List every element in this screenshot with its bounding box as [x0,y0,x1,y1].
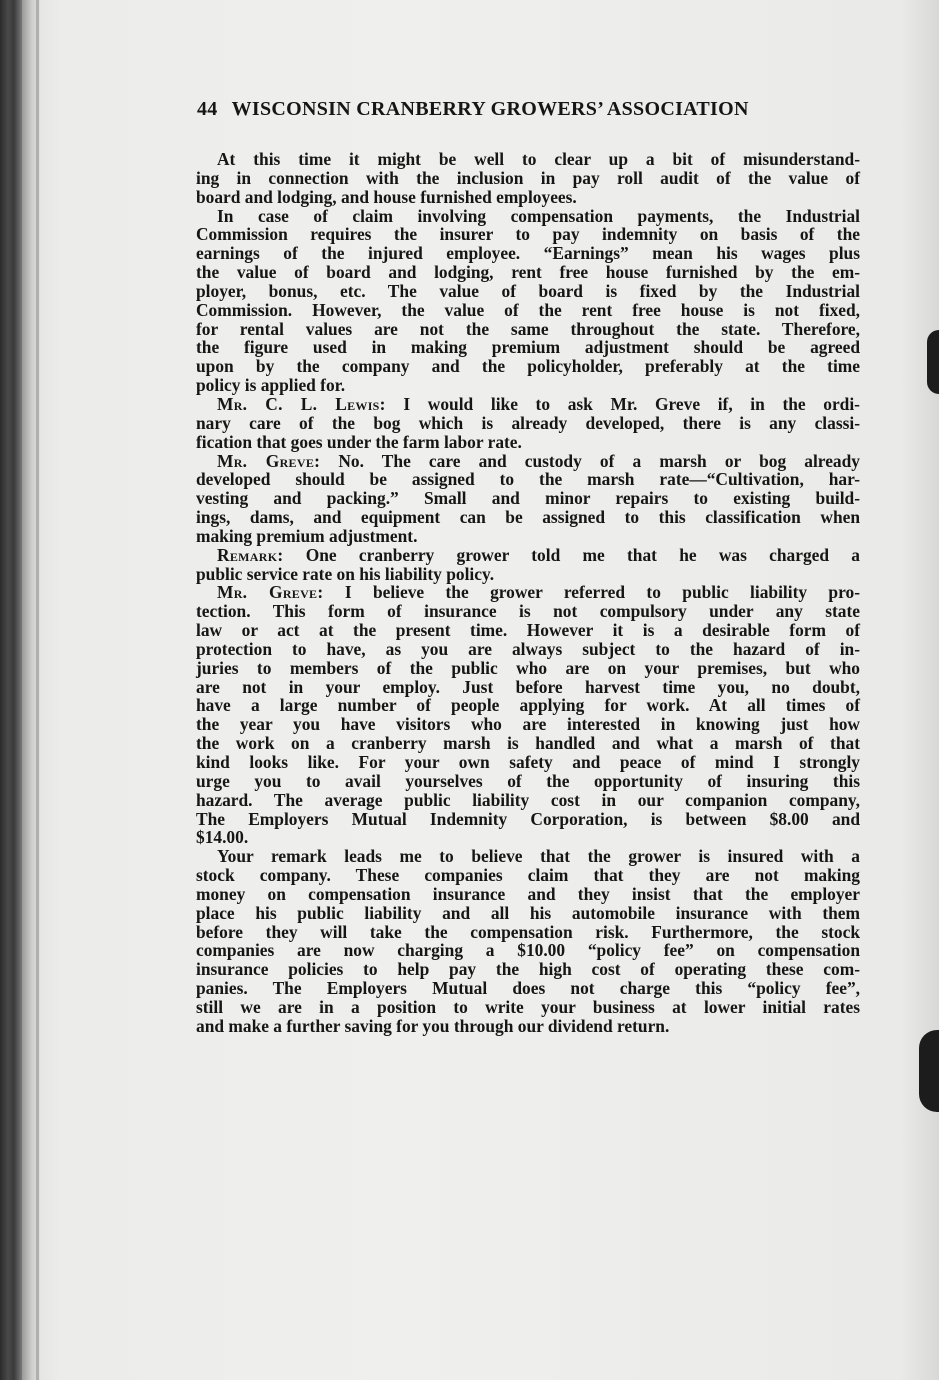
line-text: developed should be assigned to the marsh rate—“Cultivation, har- [196,469,860,490]
speaker-label: Mr. Greve: [217,450,321,471]
paragraph [196,452,860,546]
text-line [196,847,860,866]
text-line [196,772,860,791]
text-line [196,640,860,659]
line-text: ings, dams, and equipment can be assigned to this classification when [196,507,860,528]
paragraph [196,395,860,452]
paragraph [196,847,860,1035]
text-line [196,546,860,565]
line-text: and make a further saving for you through our dividend return. [196,1015,670,1036]
text-line [196,734,860,753]
line-text: are not in your employ. Just before harvest time you, no doubt, [196,676,860,697]
line-text: board and lodging, and house furnished employees. [196,186,577,207]
line-text: Commission requires the insurer to pay indemnity on basis of the [196,224,860,245]
text-line [196,357,860,376]
line-text: nary care of the bog which is already developed, there is any classi- [196,412,860,433]
text-line [196,320,860,339]
speaker-label: Remark: [217,544,284,565]
text-line [196,207,860,226]
line-text: I would like to ask Mr. Greve if, in the ordi- [403,393,860,414]
text-line [196,923,860,942]
line-text: insurance policies to help pay the high cost of operating these com- [196,959,860,980]
line-text: for rental values are not the same throughout the state. Therefore, [196,318,860,339]
text-line [196,263,860,282]
text-line [196,583,860,602]
line-text: still we are in a position to write your business at lower initial rates [196,996,860,1017]
text-line [196,452,860,471]
line-text: ployer, bonus, etc. The value of board is fixed by the Industrial [196,280,860,301]
text-line [196,433,860,452]
line-text: In case of claim involving compensation payments, the Industrial [217,205,860,226]
text-line [196,828,860,847]
text-line [196,753,860,772]
running-title: WISCONSIN CRANBERRY GROWERS’ ASSOCIATION [231,98,749,120]
text-line [196,715,860,734]
line-text: the year you have visitors who are interested in knowing just how [196,714,860,735]
line-text: Commission. However, the value of the rent free house is not fixed, [196,299,860,320]
line-text: have a large number of people applying for work. At all times of [196,695,860,716]
text-line [196,904,860,923]
speaker-label: Mr. C. L. Lewis: [217,393,386,414]
line-text: policy is applied for. [196,375,346,396]
line-text: panies. The Employers Mutual does not charge this “policy fee”, [196,978,860,999]
line-text: earnings of the injured employee. “Earnings” mean his wages plus [196,243,860,264]
text-line [196,810,860,829]
text-line [196,282,860,301]
text-line [196,225,860,244]
text-line [196,527,860,546]
paragraph [196,207,860,395]
page-edge-line [36,0,39,1380]
line-text: upon by the company and the policyholder, preferably at the time [196,356,860,377]
line-text: public service rate on his liability policy. [196,563,495,584]
article-body [196,150,860,1036]
text-line [196,678,860,697]
text-line [196,659,860,678]
book-binding-shadow [0,0,22,1380]
paragraph [196,150,860,207]
text-line [196,470,860,489]
text-line [196,565,860,584]
line-text: the value of board and lodging, rent free house furnished by the em- [196,262,860,283]
line-text: hazard. The average public liability cost in our companion company, [196,789,860,810]
line-text: before they will take the compensation risk. Furthermore, the stock [196,921,860,942]
text-line [196,885,860,904]
page-number: 44 [197,98,218,120]
text-line [196,376,860,395]
paragraph [196,546,860,584]
line-text: place his public liability and all his automobile insurance with them [196,902,860,923]
line-text: protection to have, as you are always subject to the hazard of in- [196,638,860,659]
text-line [196,301,860,320]
text-line [196,169,860,188]
text-line [196,696,860,715]
text-line [196,998,860,1017]
text-line [196,1017,860,1036]
line-text: kind looks like. For your own safety and peace of mind I strongly [196,752,860,772]
text-line [196,188,860,207]
line-text: making premium adjustment. [196,525,418,546]
text-line [196,791,860,810]
line-text: juries to members of the public who are on your premises, but who [196,657,860,678]
line-text: companies are now charging a $10.00 “policy fee” on compensation [196,940,860,961]
text-line [196,979,860,998]
line-text: No. The care and custody of a marsh or bog already [338,450,860,471]
running-header [197,98,837,121]
line-text: $14.00. [196,827,249,848]
line-text: vesting and packing.” Small and minor repairs to existing build- [196,488,860,509]
paragraph [196,583,860,847]
speaker-label: Mr. Greve: [217,582,324,603]
line-text: urge you to avail yourselves of the opportunity of insuring this [196,770,860,791]
text-line [196,960,860,979]
text-line [196,602,860,621]
line-text: money on compensation insurance and they insist that the employer [196,883,860,904]
line-text: At this time it might be well to clear up a bit of misunderstand- [217,149,860,169]
text-line [196,941,860,960]
text-line [196,244,860,263]
text-line [196,338,860,357]
line-text: One cranberry grower told me that he was charged a [305,544,860,565]
text-line [196,395,860,414]
line-text: Your remark leads me to believe that the grower is insured with a [217,846,860,867]
text-line [196,866,860,885]
punch-hole-upper [927,330,939,394]
line-text: The Employers Mutual Indemnity Corporation, is between $8.00 and [196,808,860,829]
line-text: law or act at the present time. However it is a desirable form of [196,620,860,641]
punch-hole-lower [919,1030,939,1112]
text-line [196,489,860,508]
line-text: the work on a cranberry marsh is handled and what a marsh of that [196,733,860,754]
line-text: tection. This form of insurance is not compulsory under any state [196,601,860,622]
text-line [196,414,860,433]
text-line [196,621,860,640]
text-line [196,508,860,527]
line-text: fication that goes under the farm labor rate. [196,431,522,452]
line-text: stock company. These companies claim that they are not making [196,865,860,886]
text-line [196,150,860,169]
line-text: I believe the grower referred to public liability pro- [344,582,860,603]
line-text: ing in connection with the inclusion in pay roll audit of the value of [196,167,860,188]
line-text: the figure used in making premium adjustment should be agreed [196,337,860,358]
